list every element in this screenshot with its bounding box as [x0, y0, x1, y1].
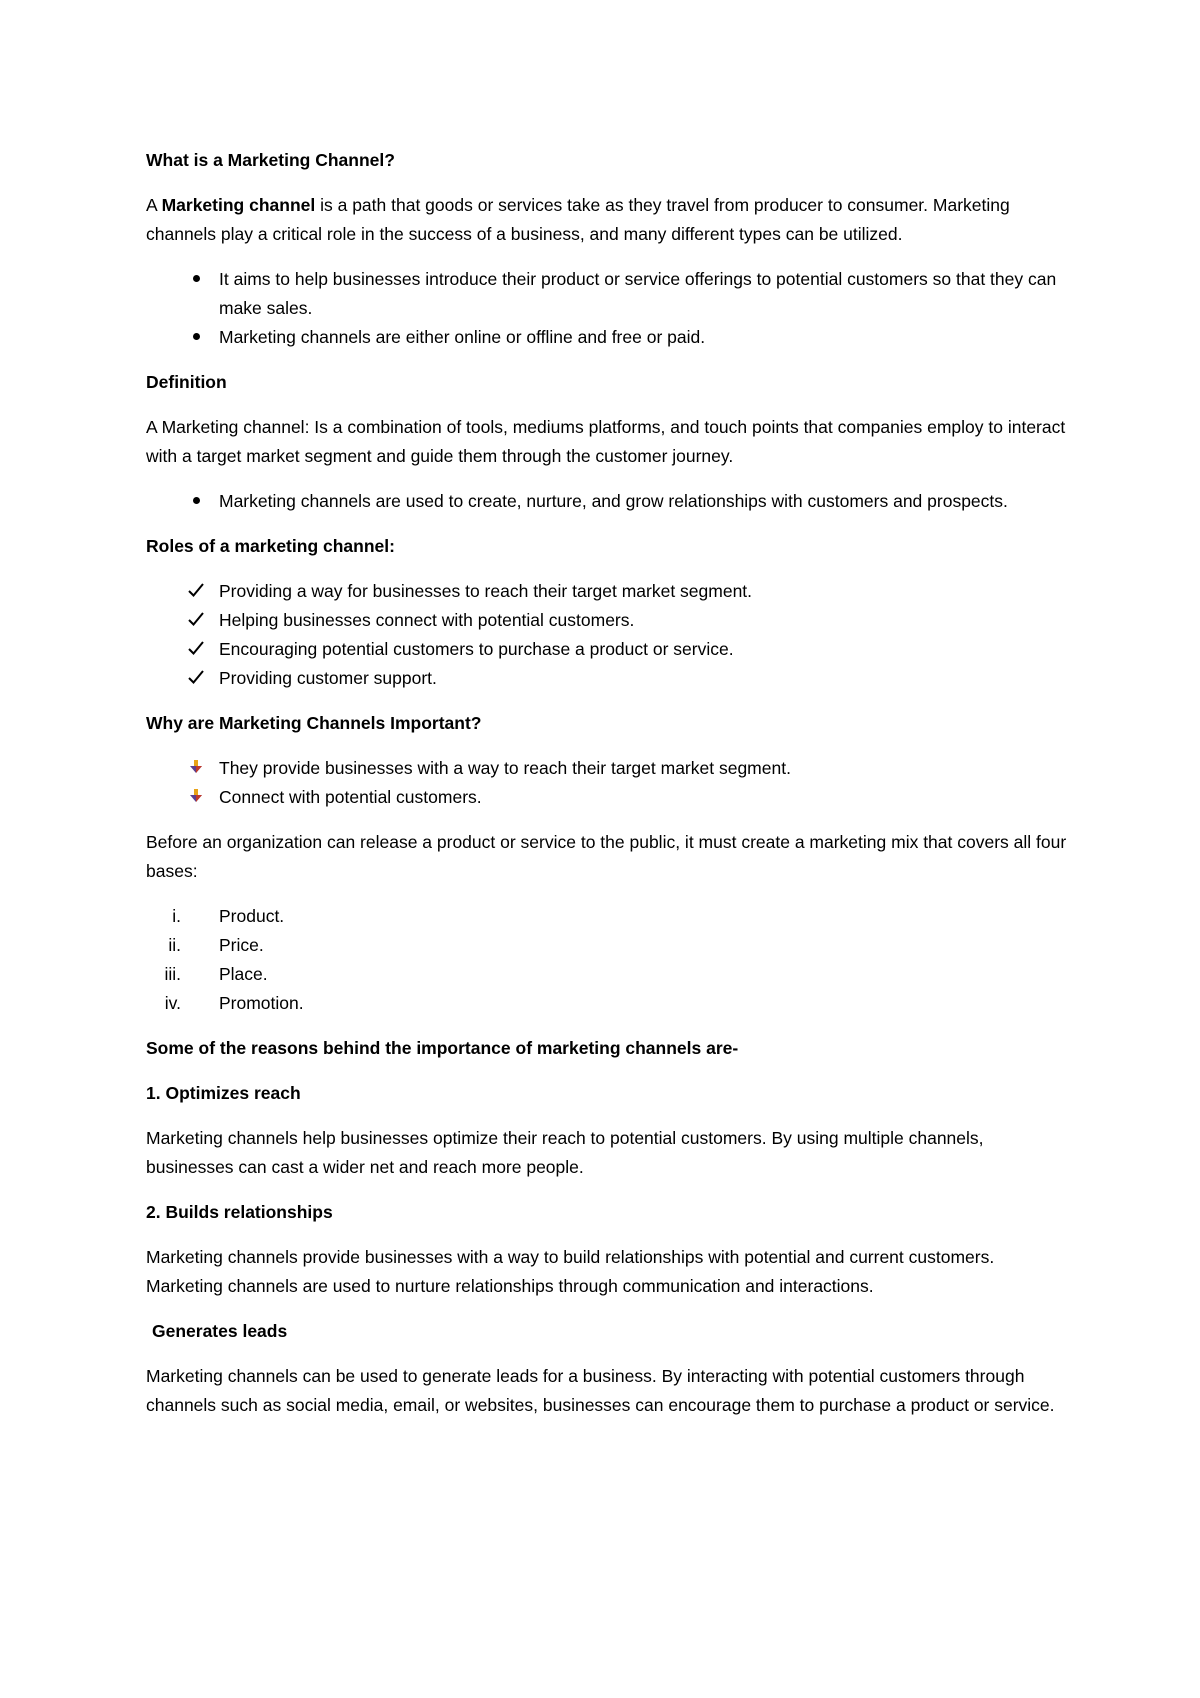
roman-numeral: iv. [164, 993, 181, 1013]
checkmark-icon [182, 577, 210, 606]
roman-text: Price. [219, 935, 264, 955]
list-item [146, 960, 1070, 989]
intro-bold-term: Marketing channel [161, 195, 316, 215]
arrow-down-icon [182, 754, 210, 783]
heading-builds-relationships: 2. Builds relationships [146, 1202, 333, 1222]
bullet-text: It aims to help businesses introduce their product or service offerings to potential customers so that they can make sales. [219, 269, 1057, 318]
list-item [146, 635, 1070, 664]
heading-what-is-marketing-channel: What is a Marketing Channel? [146, 150, 395, 170]
checkmark-icon [182, 635, 210, 664]
list-item [146, 931, 1070, 960]
list-item [146, 664, 1070, 693]
arrow-text: Connect with potential customers. [219, 787, 482, 807]
roles-check-list [146, 577, 1070, 693]
check-text: Helping businesses connect with potential customers. [219, 610, 635, 630]
checkmark-icon [182, 606, 210, 635]
check-text: Encouraging potential customers to purchase a product or service. [219, 639, 734, 659]
list-item [146, 577, 1070, 606]
marketing-mix-paragraph: Before an organization can release a product or service to the public, it must create a marketing mix that covers all four bases: [146, 832, 1067, 881]
roman-numeral: i. [172, 906, 181, 926]
intro-bullet-list [146, 265, 1070, 352]
list-item [146, 265, 1070, 323]
roman-numeral: ii. [168, 935, 181, 955]
roman-text: Product. [219, 906, 285, 926]
heading-reasons: Some of the reasons behind the importance of marketing channels are- [146, 1038, 739, 1058]
heading-why-important: Why are Marketing Channels Important? [146, 713, 482, 733]
list-item [146, 783, 1070, 812]
checkmark-icon [182, 664, 210, 693]
arrow-down-icon [182, 783, 210, 812]
builds-relationships-paragraph: Marketing channels provide businesses with a way to build relationships with potential and current customers. Marketing channels are used to nurture relationships through communication and interactions. [146, 1247, 995, 1296]
list-item [146, 754, 1070, 783]
intro-prefix: A [146, 195, 162, 215]
check-text: Providing customer support. [219, 668, 437, 688]
roman-numeral: iii. [164, 964, 181, 984]
arrow-text: They provide businesses with a way to reach their target market segment. [219, 758, 791, 778]
list-item [146, 902, 1070, 931]
check-text: Providing a way for businesses to reach their target market segment. [219, 581, 753, 601]
marketing-mix-roman-list [146, 902, 1070, 1018]
heading-optimizes-reach: 1. Optimizes reach [146, 1083, 301, 1103]
generates-leads-paragraph: Marketing channels can be used to generate leads for a business. By interacting with potential customers through channels such as social media, email, or websites, businesses can encourage them to purchase a product or service. [146, 1366, 1055, 1415]
intro-rest: is a path that goods or services take as they travel from producer to consumer. Marketing channels play a critical role in the success of a business, and many different types can be utilized. [146, 195, 1010, 244]
importance-arrow-list [146, 754, 1070, 812]
roman-text: Place. [219, 964, 268, 984]
heading-roles: Roles of a marketing channel: [146, 536, 395, 556]
bullet-icon [182, 323, 210, 352]
list-item [146, 487, 1070, 516]
bullet-icon [182, 265, 210, 294]
heading-definition: Definition [146, 372, 227, 392]
bullet-text: Marketing channels are used to create, nurture, and grow relationships with customers and prospects. [219, 491, 1008, 511]
list-item [146, 323, 1070, 352]
list-item [146, 606, 1070, 635]
intro-paragraph [146, 191, 1070, 249]
heading-generates-leads: Generates leads [152, 1321, 288, 1341]
bullet-text: Marketing channels are either online or offline and free or paid. [219, 327, 706, 347]
definition-paragraph: A Marketing channel: Is a combination of tools, mediums platforms, and touch points that companies employ to interact with a target market segment and guide them through the customer journey. [146, 417, 1066, 466]
optimizes-reach-paragraph: Marketing channels help businesses optimize their reach to potential customers. By using multiple channels, businesses can cast a wider net and reach more people. [146, 1128, 984, 1177]
list-item [146, 989, 1070, 1018]
definition-bullet-list [146, 487, 1070, 516]
bullet-icon [182, 487, 210, 516]
roman-text: Promotion. [219, 993, 304, 1013]
